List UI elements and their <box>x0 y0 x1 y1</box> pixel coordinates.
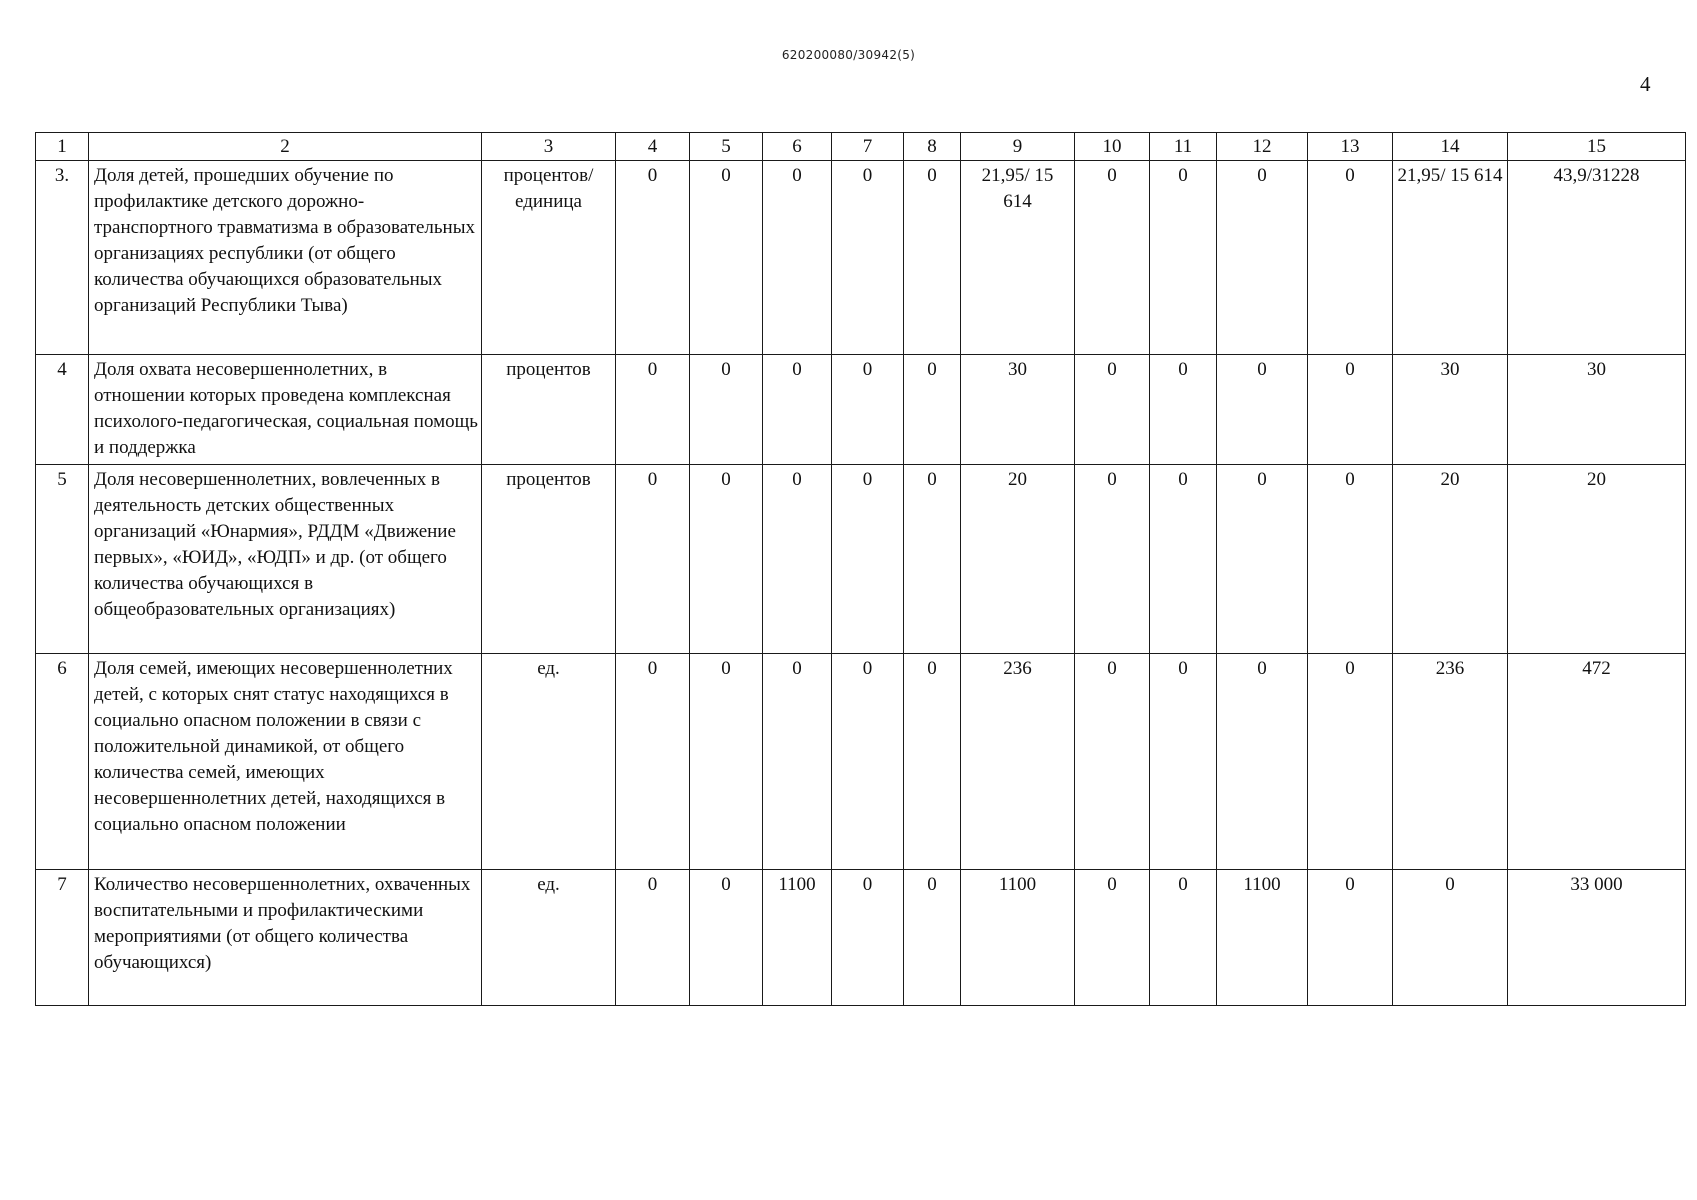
value-cell: 0 <box>690 465 763 654</box>
document-id: 620200080/30942(5) <box>781 48 916 62</box>
total-cell: 30 <box>1508 355 1686 465</box>
value-cell: 0 <box>1150 870 1217 1006</box>
value-cell: 0 <box>1075 161 1150 355</box>
value-cell: 0 <box>904 870 961 1006</box>
value-cell: 0 <box>763 465 832 654</box>
value-cell: 30 <box>1393 355 1508 465</box>
value-cell: 0 <box>1075 870 1150 1006</box>
value-cell: 0 <box>1308 161 1393 355</box>
column-number-header: 15 <box>1508 133 1686 161</box>
column-number-header: 4 <box>616 133 690 161</box>
column-number-header: 10 <box>1075 133 1150 161</box>
column-number-header: 14 <box>1393 133 1508 161</box>
total-cell: 20 <box>1508 465 1686 654</box>
row-number: 6 <box>36 654 89 870</box>
total-cell: 33 000 <box>1508 870 1686 1006</box>
value-cell: 0 <box>1393 870 1508 1006</box>
value-cell: 0 <box>1150 161 1217 355</box>
value-cell: 0 <box>1308 654 1393 870</box>
column-number-header: 6 <box>763 133 832 161</box>
total-cell: 43,9/31228 <box>1508 161 1686 355</box>
unit-of-measure: процентов <box>482 465 616 654</box>
indicator-name: Доля детей, прошедших обучение по профилактике детского дорожно-транспортного травматизма в образовательных организациях республики (от общего количества обучающихся образовательных организаций Республики Тыва) <box>89 161 482 355</box>
value-cell: 0 <box>1217 654 1308 870</box>
value-cell: 20 <box>961 465 1075 654</box>
unit-of-measure: ед. <box>482 654 616 870</box>
unit-of-measure: процентов <box>482 355 616 465</box>
value-cell: 0 <box>763 161 832 355</box>
value-cell: 0 <box>832 654 904 870</box>
value-cell: 0 <box>690 161 763 355</box>
value-cell: 0 <box>763 654 832 870</box>
value-cell: 30 <box>961 355 1075 465</box>
value-cell: 0 <box>763 355 832 465</box>
value-cell: 0 <box>1217 355 1308 465</box>
value-cell: 1100 <box>763 870 832 1006</box>
unit-of-measure: процентов/ единица <box>482 161 616 355</box>
value-cell: 0 <box>616 654 690 870</box>
value-cell: 0 <box>616 161 690 355</box>
column-number-header: 5 <box>690 133 763 161</box>
value-cell: 1100 <box>961 870 1075 1006</box>
value-cell: 1100 <box>1217 870 1308 1006</box>
value-cell: 0 <box>1308 355 1393 465</box>
table-row <box>36 654 1686 870</box>
unit-of-measure: ед. <box>482 870 616 1006</box>
row-number: 3. <box>36 161 89 355</box>
value-cell: 236 <box>961 654 1075 870</box>
value-cell: 0 <box>904 161 961 355</box>
value-cell: 0 <box>832 355 904 465</box>
value-cell: 0 <box>1075 465 1150 654</box>
value-cell: 0 <box>904 465 961 654</box>
column-number-header: 11 <box>1150 133 1217 161</box>
table-row <box>36 465 1686 654</box>
row-number: 4 <box>36 355 89 465</box>
value-cell: 0 <box>1150 465 1217 654</box>
total-cell: 472 <box>1508 654 1686 870</box>
column-number-header: 1 <box>36 133 89 161</box>
value-cell: 0 <box>832 161 904 355</box>
value-cell: 0 <box>616 355 690 465</box>
page-number: 4 <box>1640 72 1651 96</box>
value-cell: 0 <box>1150 355 1217 465</box>
value-cell: 0 <box>690 654 763 870</box>
column-number-header: 9 <box>961 133 1075 161</box>
column-number-header: 2 <box>89 133 482 161</box>
column-number-header: 12 <box>1217 133 1308 161</box>
column-number-header: 8 <box>904 133 961 161</box>
row-number: 5 <box>36 465 89 654</box>
value-cell: 0 <box>904 654 961 870</box>
row-number: 7 <box>36 870 89 1006</box>
indicators-table <box>35 132 1686 1006</box>
value-cell: 0 <box>1150 654 1217 870</box>
value-cell: 0 <box>690 870 763 1006</box>
value-cell: 20 <box>1393 465 1508 654</box>
table-header-row <box>36 133 1686 161</box>
value-cell: 0 <box>1075 355 1150 465</box>
column-number-header: 3 <box>482 133 616 161</box>
value-cell: 0 <box>1217 465 1308 654</box>
value-cell: 0 <box>904 355 961 465</box>
table-row <box>36 870 1686 1006</box>
indicator-name: Доля охвата несовершеннолетних, в отношении которых проведена комплексная психолого-педагогическая, социальная помощь и поддержка <box>89 355 482 465</box>
table-row <box>36 161 1686 355</box>
value-cell: 0 <box>616 870 690 1006</box>
column-number-header: 13 <box>1308 133 1393 161</box>
column-number-header: 7 <box>832 133 904 161</box>
value-cell: 0 <box>832 465 904 654</box>
value-cell: 21,95/ 15 614 <box>961 161 1075 355</box>
value-cell: 0 <box>1308 465 1393 654</box>
value-cell: 0 <box>1217 161 1308 355</box>
value-cell: 0 <box>690 355 763 465</box>
value-cell: 21,95/ 15 614 <box>1393 161 1508 355</box>
table-row <box>36 355 1686 465</box>
indicator-name: Доля семей, имеющих несовершеннолетних детей, с которых снят статус находящихся в социально опасном положении в связи с положительной динамикой, от общего количества семей, имеющих несовершеннолетних детей, находящихся в социально опасном положении <box>89 654 482 870</box>
indicator-name: Количество несовершеннолетних, охваченных воспитательными и профилактическими мероприятиями (от общего количества обучающихся) <box>89 870 482 1006</box>
indicator-name: Доля несовершеннолетних, вовлеченных в деятельность детских общественных организаций «Юнармия», РДДМ «Движение первых», «ЮИД», «ЮДП» и др. (от общего количества обучающихся в общеобразовательных организациях) <box>89 465 482 654</box>
value-cell: 0 <box>1075 654 1150 870</box>
value-cell: 0 <box>832 870 904 1006</box>
value-cell: 236 <box>1393 654 1508 870</box>
value-cell: 0 <box>616 465 690 654</box>
value-cell: 0 <box>1308 870 1393 1006</box>
